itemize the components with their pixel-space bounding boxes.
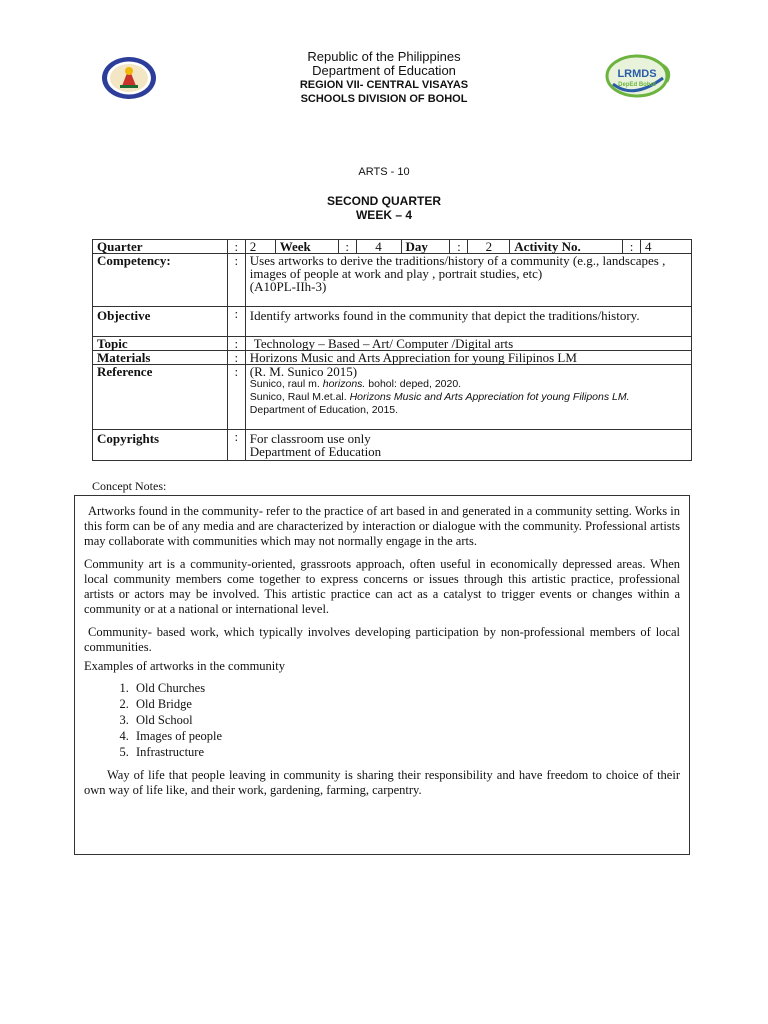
- colon: :: [227, 240, 245, 254]
- concept-notes-label: Concept Notes:: [92, 479, 167, 493]
- concept-paragraph-1: Artworks found in the community- refer to the practice of art based in and generated in a community setting. Works in this form can be of any media and are characterized by interaction or dialogue with the community. Professional artists may collaborate with communities which may not normally engage in the arts.: [84, 504, 680, 548]
- colon: :: [227, 254, 245, 307]
- copyrights-line-2: Department of Education: [249, 444, 382, 459]
- colon: :: [227, 337, 245, 351]
- header-republic: Republic of the Philippines: [307, 49, 461, 64]
- reference-label: Reference: [93, 365, 228, 430]
- materials-text: Horizons Music and Arts Appreciation for young Filipinos LM: [245, 351, 691, 365]
- colon: :: [227, 351, 245, 365]
- list-item: 5. Infrastructure: [132, 744, 680, 760]
- materials-label: Materials: [93, 351, 228, 365]
- row-quarter: [93, 240, 692, 254]
- row-materials: [93, 351, 692, 365]
- header-region: REGION VII- CENTRAL VISAYAS: [299, 79, 469, 91]
- header-department: Department of Education: [312, 63, 456, 78]
- reference-1-title: horizons.: [322, 378, 366, 390]
- lrmds-logo-text: LRMDS: [617, 68, 657, 80]
- objective-text: Identify artworks found in the community that depict the traditions/history.: [245, 307, 691, 337]
- header-division: SCHOOLS DIVISION OF BOHOL: [300, 93, 468, 105]
- list-item: 2. Old Bridge: [132, 696, 680, 712]
- reference-main: (R. M. Sunico 2015): [249, 364, 358, 379]
- document-header: [0, 50, 768, 106]
- reference-2-title: Horizons Music and Arts Appreciation fot young Filipons LM.: [349, 391, 630, 403]
- colon: :: [338, 240, 356, 254]
- concept-paragraph-3: Community- based work, which typically involves developing participation by non-professional members of local communities.: [84, 625, 680, 654]
- quarter-label: Quarter: [93, 240, 228, 254]
- reference-cell: [245, 365, 691, 430]
- subject-title: ARTS - 10: [358, 166, 410, 178]
- list-item: 1. Old Churches: [132, 680, 680, 696]
- topic-text: Technology – Based – Art/ Computer /Digital arts: [245, 337, 691, 351]
- objective-label: Objective: [93, 307, 228, 337]
- row-objective: [93, 307, 692, 337]
- colon: :: [227, 365, 245, 430]
- lrmds-logo-subtext: DepEd Bohol: [618, 82, 656, 88]
- reference-2-publisher: Department of Education, 2015.: [249, 404, 399, 416]
- row-copyrights: [93, 430, 692, 461]
- concept-notes-box: [74, 495, 690, 855]
- quarter-title: SECOND QUARTER: [326, 194, 441, 208]
- copyrights-line-1: For classroom use only: [249, 431, 371, 446]
- reference-entry-1: [250, 378, 687, 391]
- competency-cell: [245, 254, 691, 307]
- competency-text: Uses artworks to derive the traditions/history of a community (e.g., landscapes , images of people at work and play , portrait studies, etc): [249, 253, 666, 281]
- copyrights-cell: [245, 430, 691, 461]
- reference-1-publisher: bohol: deped, 2020.: [365, 378, 462, 390]
- week-label: Week: [275, 240, 338, 254]
- row-reference: [93, 365, 692, 430]
- copyrights-label: Copyrights: [93, 430, 228, 461]
- activity-value: 4: [641, 240, 692, 254]
- concept-paragraph-4: Way of life that people leaving in community is sharing their responsibility and have freedom to choice of their own way of life like, and their work, gardening, farming, carpentry.: [84, 768, 680, 797]
- reference-entry-2: [250, 391, 687, 417]
- list-item: 3. Old School: [132, 712, 680, 728]
- day-label: Day: [401, 240, 450, 254]
- week-value: 4: [356, 240, 401, 254]
- colon: :: [623, 240, 641, 254]
- topic-label: Topic: [93, 337, 228, 351]
- colon: :: [227, 430, 245, 461]
- quarter-week-title: [0, 194, 768, 222]
- examples-list: [84, 680, 680, 760]
- row-topic: [93, 337, 692, 351]
- concept-paragraph-2: Community art is a community-oriented, grassroots approach, often useful in economically depressed areas. When local community members come together to express concerns or issues through this artistic practice, professional artists or actors may be involved. This artistic practice can act as a catalyst to trigger events or changes within a community or at a national or international level.: [84, 557, 680, 616]
- competency-label: Competency:: [93, 254, 228, 307]
- lesson-info-table: [92, 239, 692, 461]
- row-competency: [93, 254, 692, 307]
- colon: :: [227, 307, 245, 337]
- colon: :: [450, 240, 468, 254]
- reference-1-author: Sunico, raul m.: [249, 378, 323, 390]
- quarter-value: 2: [245, 240, 275, 254]
- day-value: 2: [468, 240, 510, 254]
- activity-label: Activity No.: [510, 240, 623, 254]
- list-item: 4. Images of people: [132, 728, 680, 744]
- examples-intro: Examples of artworks in the community: [84, 659, 286, 673]
- reference-2-author: Sunico, Raul M.et.al.: [249, 391, 350, 403]
- competency-code: (A10PL-IIh-3): [249, 279, 327, 294]
- week-title: WEEK – 4: [355, 208, 412, 222]
